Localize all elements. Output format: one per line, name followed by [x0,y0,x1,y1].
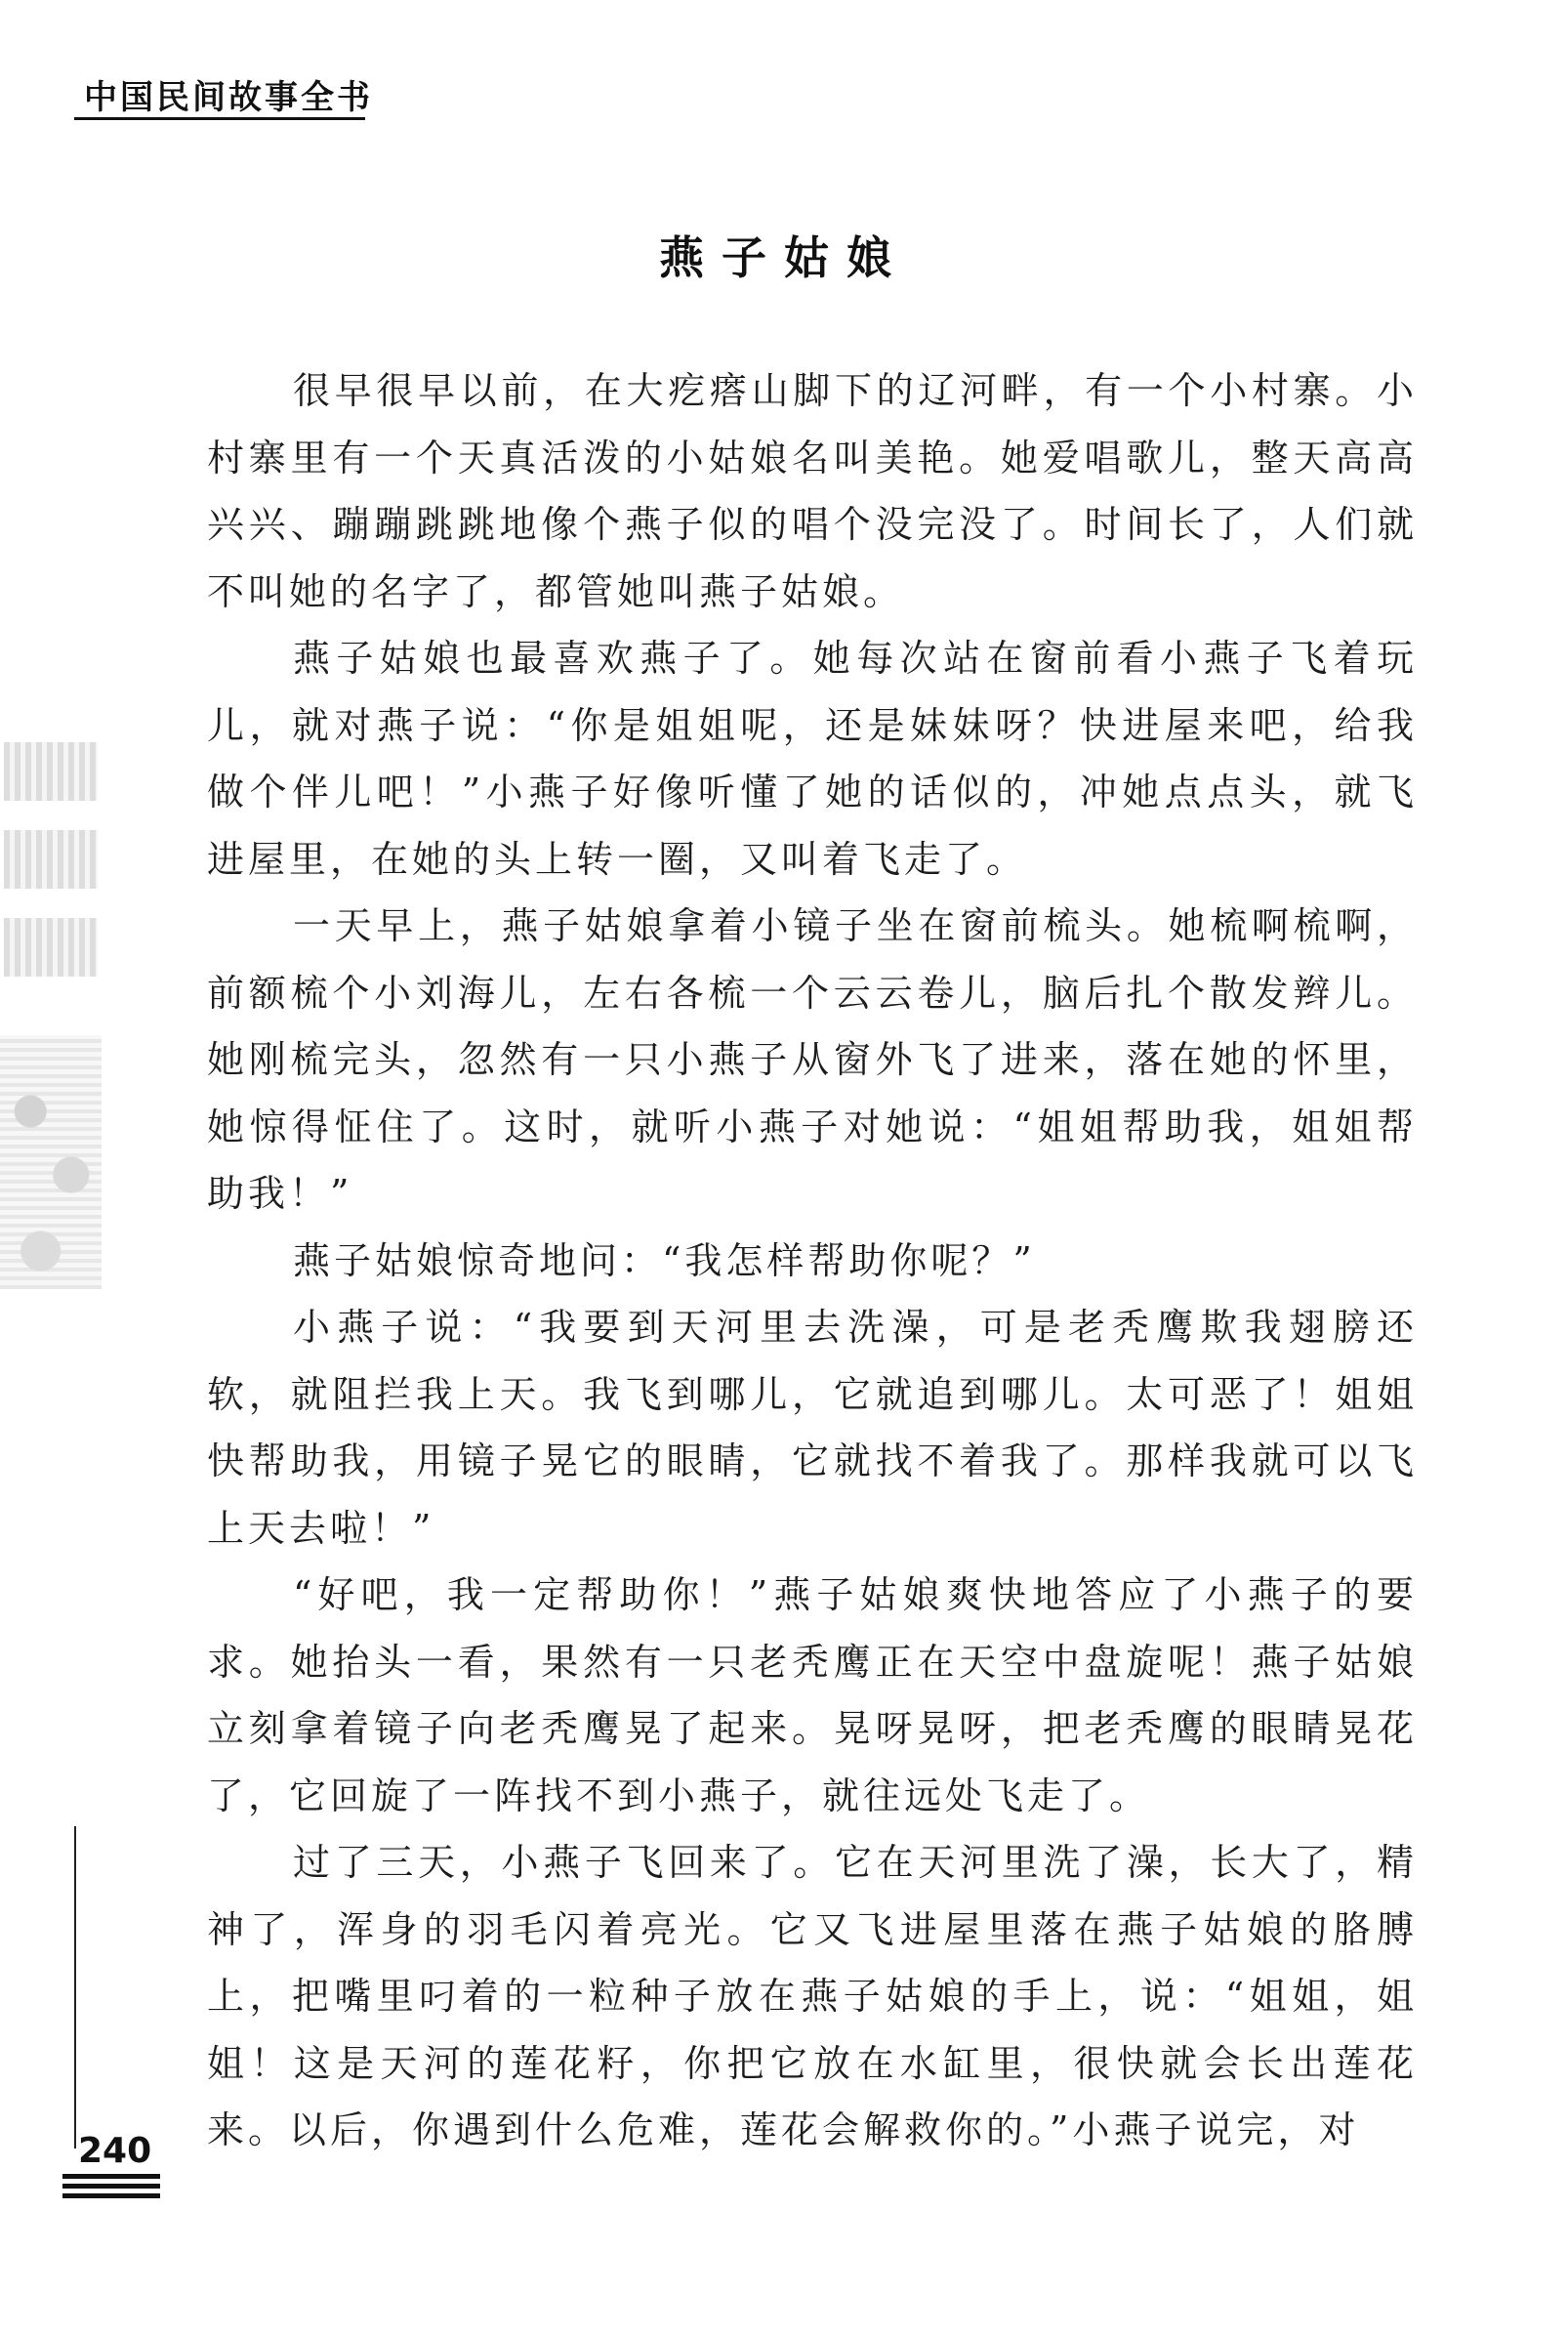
paragraph: 燕子姑娘惊奇地问：“我怎样帮助你呢？” [293,1238,1036,1282]
paragraph: 很早很早以前，在大疙瘩山脚下的辽河畔，有一个小村寨。小村寨里有一个天真活泼的小姑娘名叫美艳。她爱唱歌儿，整天高高兴兴、蹦蹦跳跳地像个燕子似的唱个没完没了。时间长了，人们就不叫她的名字了，都管她叫燕子姑娘。 [207,369,1418,613]
paragraph: “好吧，我一定帮助你！”燕子姑娘爽快地答应了小燕子的要求。她抬头一看，果然有一只老秃鹰正在天空中盘旋呢！燕子姑娘立刻拿着镜子向老秃鹰晃了起来。晃呀晃呀，把老秃鹰的眼睛晃花了，它回旋了一阵找不到小燕子，就往远处飞走了。 [207,1573,1418,1817]
paragraph: 小燕子说：“我要到天河里去洗澡，可是老秃鹰欺我翅膀还软，就阻拦我上天。我飞到哪儿，它就追到哪儿。太可恶了！姐姐快帮助我，用镜子晃它的眼睛，它就找不着我了。那样我就可以飞上天去啦！” [207,1306,1418,1550]
page-number-bars [62,2174,160,2203]
story-title: 燕子姑娘 [659,231,909,284]
paragraph: 过了三天，小燕子飞回来了。它在天河里洗了澡，长大了，精神了，浑身的羽毛闪着亮光。它又飞进屋里落在燕子姑娘的胳膊上，把嘴里叼着的一粒种子放在燕子姑娘的手上，说：“姐姐，姐姐！这是天河的莲花籽，你把它放在水缸里，很快就会长出莲花来。以后，你遇到什么危难，莲花会解救你的。”小燕子说完，对 [207,1841,1418,2151]
paragraph: 一天早上，燕子姑娘拿着小镜子坐在窗前梳头。她梳啊梳啊，前额梳个小刘海儿，左右各梳一个云云卷儿，脑后扎个散发辫儿。她刚梳完头，忽然有一只小燕子从窗外飞了进来，落在她的怀里，她惊得怔住了。这时，就听小燕子对她说：“姐姐帮助我，姐姐帮助我！” [207,904,1418,1215]
paragraph: 燕子姑娘也最喜欢燕子了。她每次站在窗前看小燕子飞着玩儿，就对燕子说：“你是姐姐呢，还是妹妹呀？快进屋来吧，给我做个伴儿吧！”小燕子好像听懂了她的话似的，冲她点点头，就飞进屋里，在她的头上转一圈，又叫着飞走了。 [207,637,1418,881]
side-decoration [0,742,102,1289]
page-margin-rule [74,1826,76,2148]
page-number: 240 [78,2131,152,2171]
book-title: 中国民间故事全书 [84,78,373,117]
header-rule [74,117,365,120]
story-body [207,357,1418,2164]
